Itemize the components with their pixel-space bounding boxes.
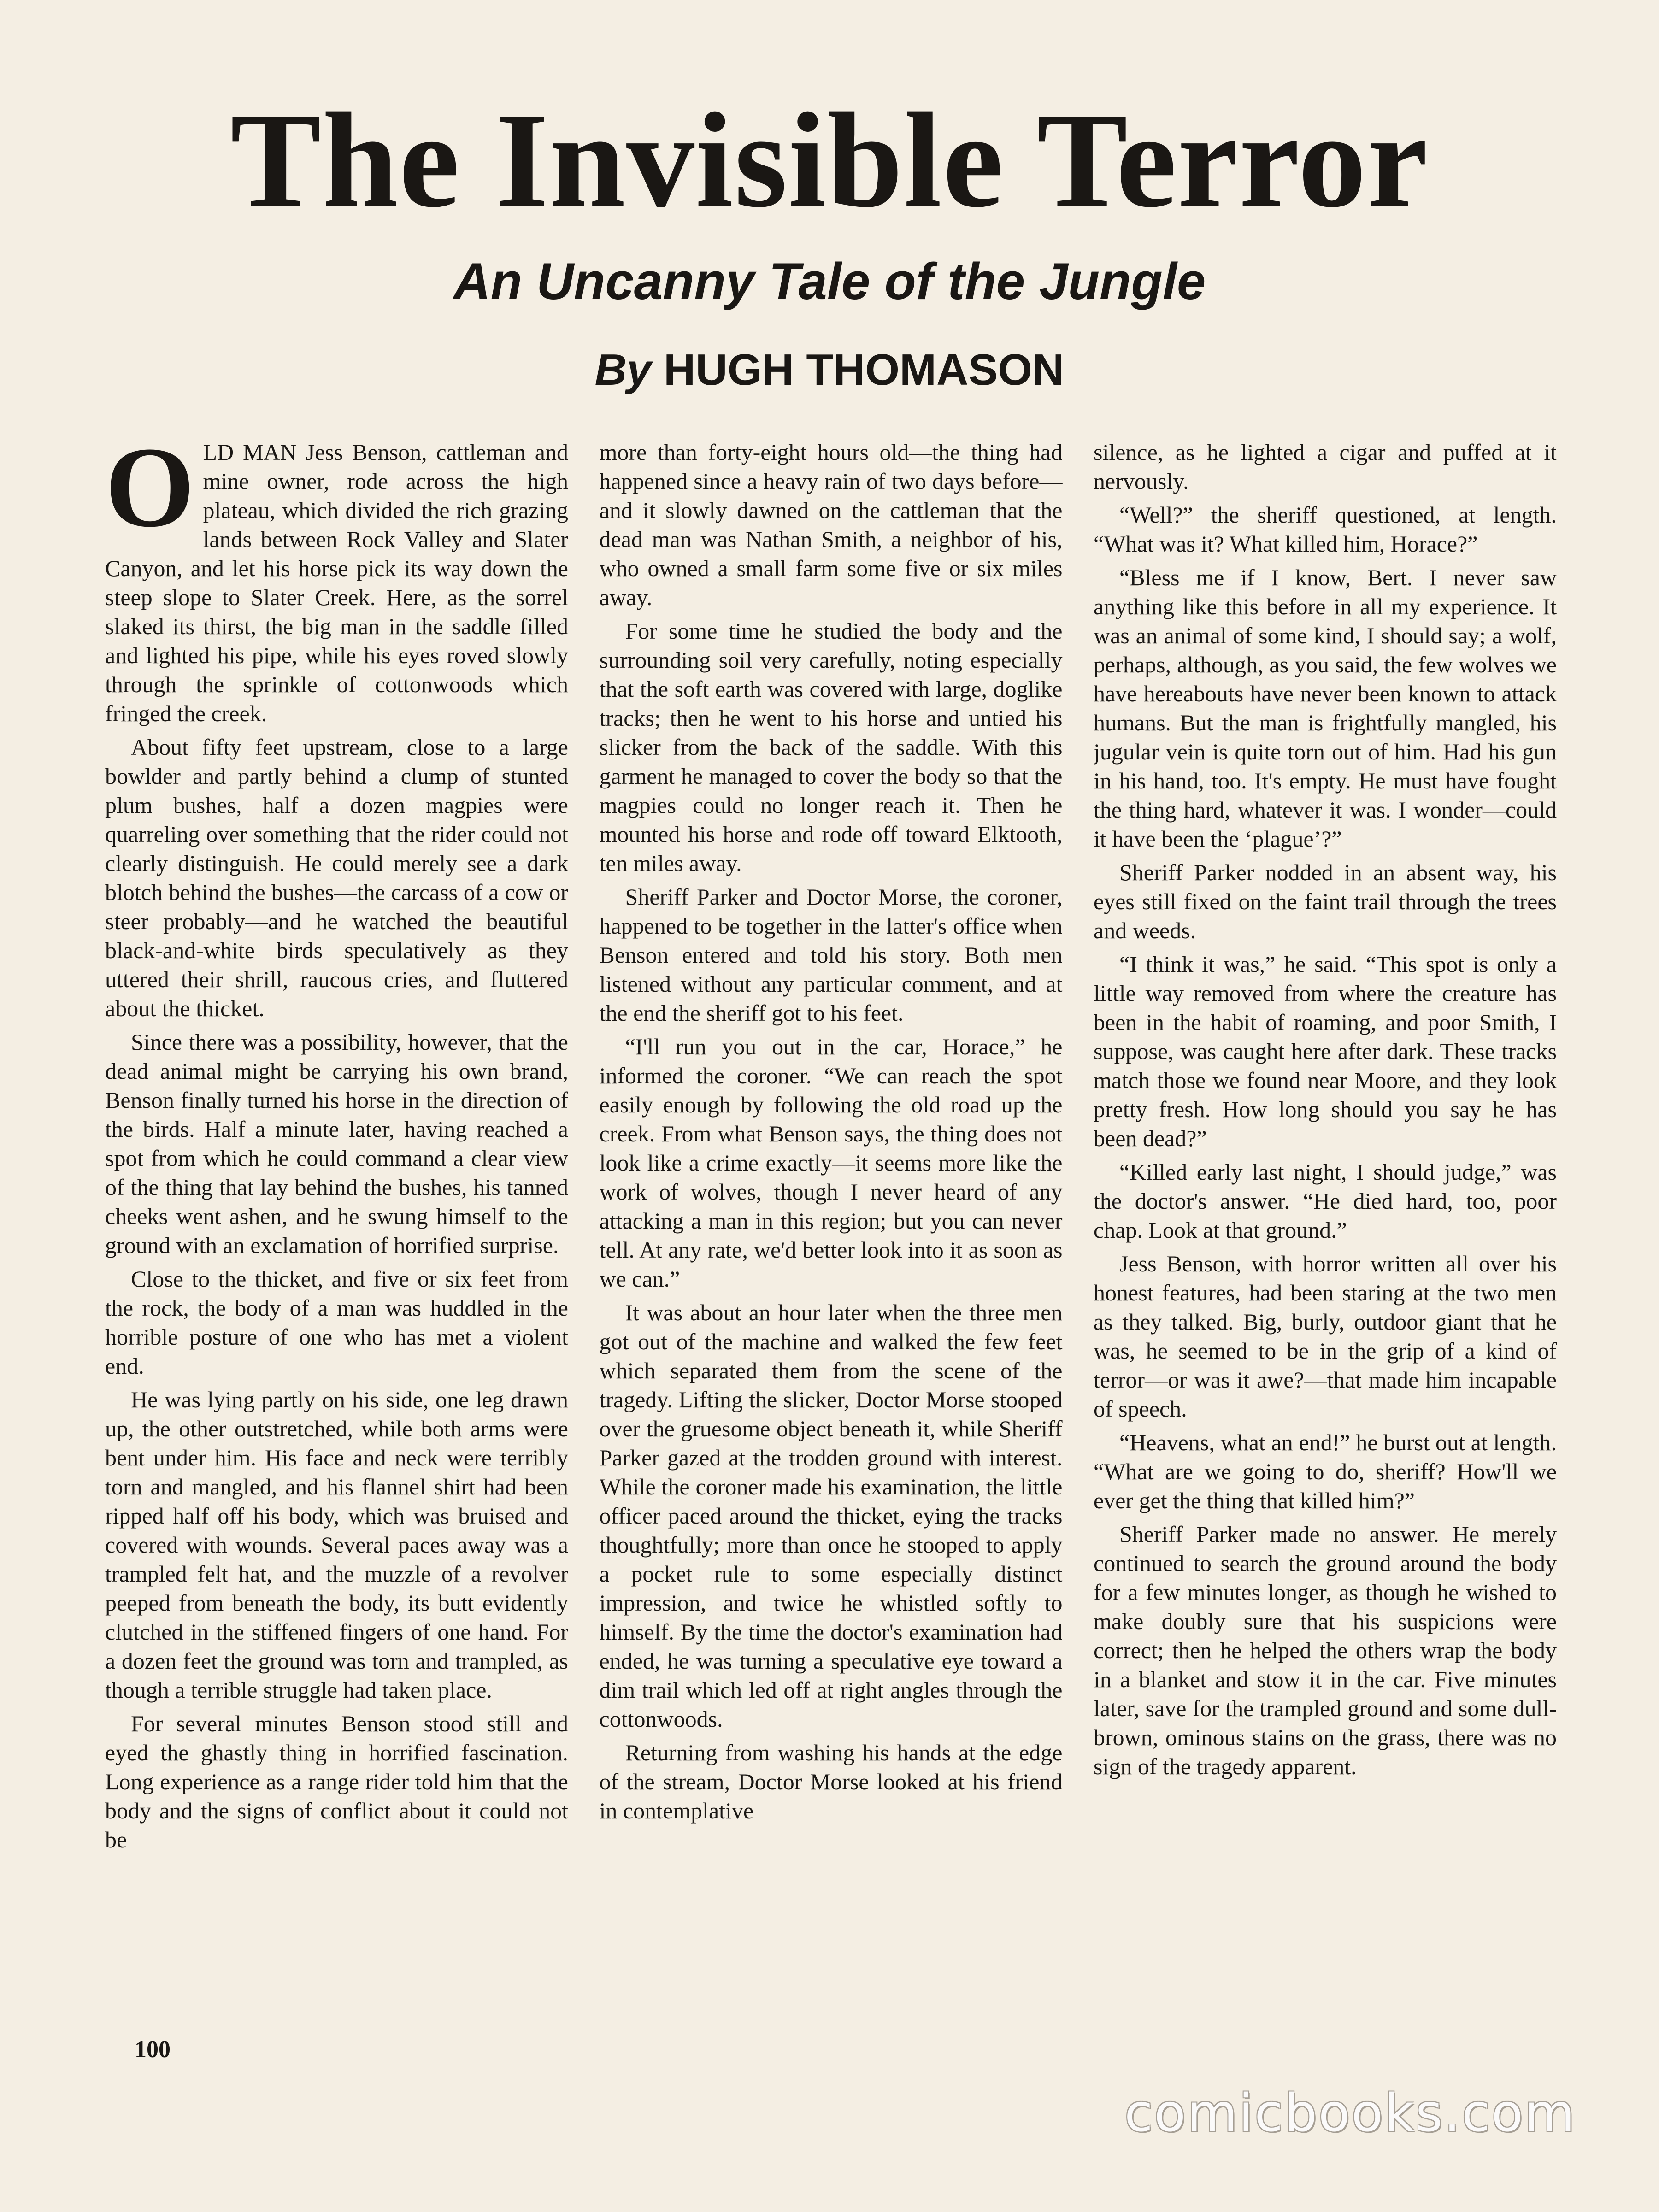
column-1 [105,438,568,2041]
text-columns [105,438,1557,2041]
paragraph: “Well?” the sheriff questioned, at length. “What was it? What killed him, Horace?” [1094,502,1557,557]
paragraph: Sheriff Parker and Doctor Morse, the coroner, happened to be together in the latter's office when Benson entered and told his story. Both men listened without any particular comment, and at the end the sheriff got to his feet. [599,884,1063,1026]
paragraph: Close to the thicket, and five or six feet from the rock, the body of a man was huddled in the horrible posture of one who has met a violent end. [105,1266,568,1379]
paragraph: silence, as he lighted a cigar and puffed at it nervously. [1094,439,1557,494]
paragraph: He was lying partly on his side, one leg drawn up, the other outstretched, while both arms were bent under him. His face and neck were terribly torn and mangled, and his flannel shirt had been ripped half off his body, which was bruised and covered with wounds. Several paces away was a trampled felt hat, and the muzzle of a revolver peeped from beneath the body, its butt evidently clutched in the stiffened fingers of one hand. For a dozen feet the ground was torn and trampled, as though a terrible struggle had taken place. [105,1387,568,1703]
paragraph: “Heavens, what an end!” he burst out at length. “What are we going to do, sheriff? How'll we ever get the thing that killed him?” [1094,1430,1557,1513]
paragraph: For some time he studied the body and the surrounding soil very carefully, noting especially that the soft earth was covered with large, doglike tracks; then he went to his horse and untied his slicker from the back of the saddle. With this garment he managed to cover the body so that the magpies could no longer reach it. Then he mounted his horse and rode off toward Elktooth, ten miles away. [599,618,1063,876]
paragraph: “I think it was,” he said. “This spot is only a little way removed from where the creature has been in the habit of roaming, and poor Smith, I suppose, was caught here after dark. These tracks match those we found near Moore, and they look pretty fresh. How long should you say he has been dead?” [1094,951,1557,1151]
paragraph: Returning from washing his hands at the edge of the stream, Doctor Morse looked at his friend in contemplative [599,1740,1063,1824]
author-name: HUGH THOMASON [664,345,1065,394]
page-number: 100 [135,2036,171,2063]
site-watermark: comicbooks.com [1124,2083,1576,2143]
paragraph: Jess Benson, with horror written all over his honest features, had been staring at the two men as they talked. Big, burly, outdoor giant that he was, he seemed to be in the grip of a kind of terror—or was it awe?—that made him incapable of speech. [1094,1251,1557,1422]
paragraph: “Bless me if I know, Bert. I never saw anything like this before in all my experience. It was an animal of some kind, I should say; a wolf, perhaps, although, as you said, the few wolves we have hereabouts have never been known to attack humans. But the man is frightfully mangled, his jugular vein is quite torn out of him. Had his gun in his hand, too. It's empty. He must have fought the thing hard, whatever it was. I wonder—could it have been the ‘plague’?” [1094,565,1557,852]
paragraph: About fifty feet upstream, close to a large bowlder and partly behind a clump of stunted plum bushes, half a dozen magpies were quarreling over something that the rider could not clearly distinguish. He could merely see a dark blotch behind the bushes—the carcass of a cow or steer probably—and he watched the beautiful black-and-white birds speculatively as they uttered their shrill, raucous cries, and fluttered about the thicket. [105,734,568,1021]
paragraph: Sheriff Parker made no answer. He merely continued to search the ground around the body for a few minutes longer, as though he wished to make doubly sure that his suspicions were correct; then he helped the others wrap the body in a blanket and stow it in the car. Five minutes later, save for the trampled ground and some dull-brown, ominous stains on the grass, there was no sign of the tragedy apparent. [1094,1521,1557,1779]
paragraph [105,438,568,728]
paragraph: Sheriff Parker nodded in an absent way, his eyes still fixed on the faint trail through the trees and weeds. [1094,859,1557,943]
byline-prefix: By [594,345,652,394]
byline [0,345,1659,394]
paragraph: It was about an hour later when the three men got out of the machine and walked the few feet which separated them from the scene of the tragedy. Lifting the slicker, Doctor Morse stooped over the gruesome object beneath it, while Sheriff Parker gazed at the trodden ground with interest. While the coroner made his examination, the little officer paced around the thicket, eying the tracks thoughtfully; more than once he stooped to apply a pocket rule to some especially distinct impression, and twice he whistled softly to himself. By the time the doctor's examination had ended, he was turning a speculative eye toward a dim trail which led off at right angles through the cottonwoods. [599,1300,1063,1732]
column-2 [600,438,1063,2041]
paragraph: “I'll run you out in the car, Horace,” he informed the coroner. “We can reach the spot easily enough by following the old road up the creek. From what Benson says, the thing does not look like a crime exactly—it seems more like the work of wolves, though I never heard of any attacking a man in this region; but you can never tell. At any rate, we'd better look into it as soon as we can.” [599,1034,1063,1292]
paragraph: more than forty-eight hours old—the thing had happened since a heavy rain of two days before—and it slowly dawned on the cattleman that the dead man was Nathan Smith, a neighbor of his, who owned a small farm some five or six miles away. [599,439,1063,610]
paragraph-text: LD MAN Jess Benson, cattleman and mine owner, rode across the high plateau, which divided the rich grazing lands between Rock Valley and Slater Canyon, and let his horse pick its way down the steep slope to Slater Creek. Here, as the sorrel slaked its thirst, the big man in the saddle filled and lighted his pipe, while his eyes roved slowly through the sprinkle of cottonwoods which fringed the creek. [105,439,568,726]
drop-cap: O [105,438,195,551]
story-title: The Invisible Terror [230,85,1429,236]
paragraph: Since there was a possibility, however, that the dead animal might be carrying his own brand, Benson finally turned his horse in the direction of the birds. Half a minute later, having reached a spot from which he could command a clear view of the thing that lay behind the bushes, his tanned cheeks went ashen, and he swung himself to the ground with an exclamation of horrified surprise. [105,1029,568,1258]
story-subtitle: An Uncanny Tale of the Jungle [453,253,1206,310]
paragraph: “Killed early last night, I should judge,” was the doctor's answer. “He died hard, too, poor chap. Look at that ground.” [1094,1159,1557,1243]
column-3 [1094,438,1557,2041]
paragraph: For several minutes Benson stood still and eyed the ghastly thing in horrified fascination. Long experience as a range rider told him that the body and the signs of conflict about it could not be [105,1711,568,1853]
